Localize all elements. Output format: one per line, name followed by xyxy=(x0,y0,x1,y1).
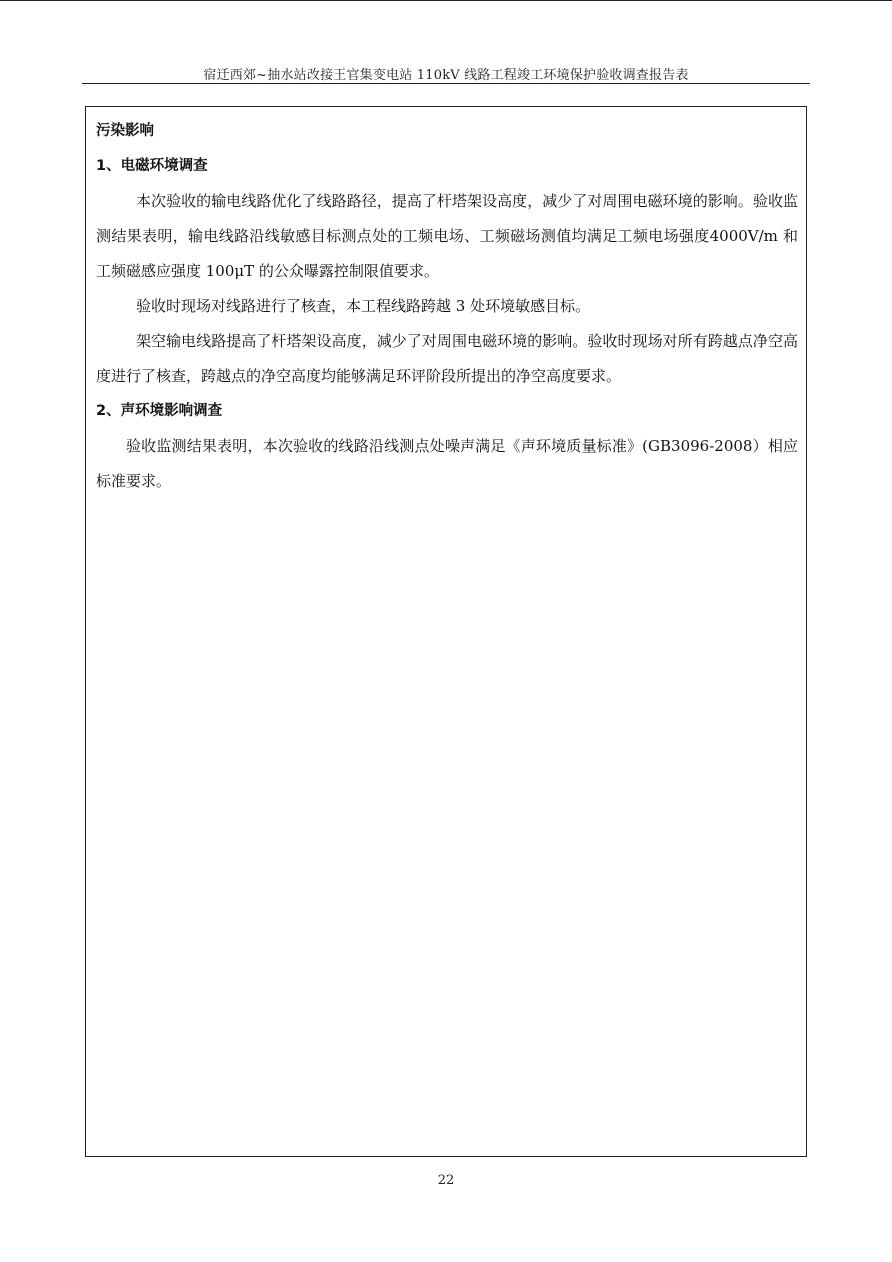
header-divider xyxy=(82,83,810,84)
report-table-cell xyxy=(85,106,807,1157)
paragraph-noise-monitoring: 验收监测结果表明，本次验收的线路沿线测点处噪声满足《声环境质量标准》(GB3096-2008）相应标准要求。 xyxy=(96,437,798,490)
page-number: 22 xyxy=(437,1173,455,1188)
subsection-heading-acoustic: 2、声环境影响调查 xyxy=(96,403,223,419)
section-title: 污染影响 xyxy=(96,123,154,139)
page-header-title: 宿迁西郊~抽水站改接王官集变电站 110kV 线路工程竣工环境保护验收调查报告表 xyxy=(203,68,689,83)
paragraph-crossing-check: 验收时现场对线路进行了核查，本工程线路跨越 3 处环境敏感目标。 xyxy=(136,297,591,315)
cell-content xyxy=(96,114,798,499)
paragraph-clearance-height: 架空输电线路提高了杆塔架设高度，减少了对周围电磁环境的影响。验收时现场对所有跨越点净空高度进行了核查，跨越点的净空高度均能够满足环评阶段所提出的净空高度要求。 xyxy=(96,332,798,385)
paragraph-electromagnetic-monitoring: 本次验收的输电线路优化了线路路径，提高了杆塔架设高度，减少了对周围电磁环境的影响。验收监测结果表明，输电线路沿线敏感目标测点处的工频电场、工频磁场测值均满足工频电场强度4000V/m 和工频磁感应强度 100μT 的公众曝露控制限值要求。 xyxy=(96,192,798,280)
top-border-line xyxy=(0,0,892,1)
subsection-heading-electromagnetic: 1、电磁环境调查 xyxy=(96,158,208,174)
